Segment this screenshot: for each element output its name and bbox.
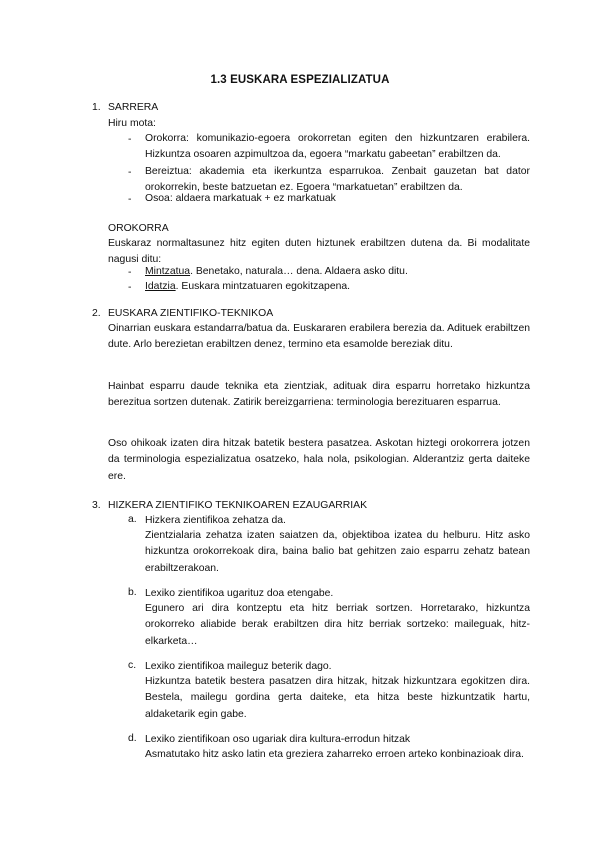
bullet-dash: - xyxy=(128,134,132,145)
item-letter: d. xyxy=(128,733,137,744)
item-title: Lexiko zientifikoa maileguz beterik dago. xyxy=(145,661,332,672)
paragraph: Oso ohikoak izaten dira hitzak batetik bestera pasatzea. Askotan hiztegi orokorrera jotzen da terminologia espezializatua osatzeko, hala nola, psikologian. Alderantziz gerta daiteke ere. xyxy=(108,438,530,482)
section-heading: EUSKARA ZIENTIFIKO-TEKNIKOA xyxy=(108,308,274,319)
bullet-dash: - xyxy=(128,194,132,205)
list-item: Idatzia. Euskara mintzatuaren egokitzapena. xyxy=(145,281,351,292)
bullet-dash: - xyxy=(128,267,132,278)
section-intro: Hiru mota: xyxy=(108,118,156,129)
term: Mintzatua xyxy=(145,266,191,277)
item-letter: a. xyxy=(128,514,137,525)
item-letter: c. xyxy=(128,660,137,671)
section-number: 2. xyxy=(92,308,101,319)
section-heading: HIZKERA ZIENTIFIKO TEKNIKOAREN EZAUGARRIAK xyxy=(108,500,368,511)
paragraph: Zientzialaria zehatza izaten saiatzen da, objektiboa izatea du helburu. Hitz asko hizkuntza orokorrekoak dira, baina balio bat gehitzen zaio esparru zehatz batean erabiltzerakoan. xyxy=(145,530,530,574)
item-title: Lexiko zientifikoa ugarituz doa etengabe. xyxy=(145,588,334,599)
bullet-dash: - xyxy=(128,282,132,293)
bullet-dash: - xyxy=(128,167,132,178)
list-item: Orokorra: komunikazio-egoera orokorretan egiten den hizkuntzaren erabilera. Hizkuntza osoaren azpimultzoa da, egoera “markatu gabeetan” erabiltzen da. xyxy=(145,133,530,161)
list-item: Mintzatua. Benetako, naturala… dena. Aldaera asko ditu. xyxy=(145,266,408,277)
page-title: 1.3 EUSKARA ESPEZIALIZATUA xyxy=(210,74,390,86)
paragraph: Hainbat esparru daude teknika eta zientziak, adituak dira esparru horretako hizkuntza berezitua sortzen dutenak. Zatirik bereizgarriena: terminologia berezituaren esparrua. xyxy=(108,381,530,409)
section-number: 1. xyxy=(92,102,101,113)
sub-heading: OROKORRA xyxy=(108,223,169,234)
section-heading: SARRERA xyxy=(108,102,159,113)
list-item: Bereiztua: akademia eta ikerkuntza esparrukoa. Zenbait gauzetan bat dator orokorrekin, beste batzuetan ez. Egoera “markatuetan” erabiltzen da. xyxy=(145,166,530,194)
section-number: 3. xyxy=(92,500,101,511)
item-letter: b. xyxy=(128,587,137,598)
paragraph: Egunero ari dira kontzeptu eta hitz berriak sortzen. Horretarako, hizkuntza orokorreko aliabide berak erabiltzen dira hitz berriak sortzeko: maileguak, hitz-elkarketa… xyxy=(145,603,530,647)
paragraph: Oinarrian euskara estandarra/batua da. Euskararen erabilera berezia da. Adituek erabiltzen dute. Arlo berezietan erabiltzen denez, termino eta esamolde bereziak ditu. xyxy=(108,323,530,351)
item-title: Hizkera zientifikoa zehatza da. xyxy=(145,515,286,526)
item-title: Lexiko zientifikoan oso ugariak dira kultura-errodun hitzak xyxy=(145,734,411,745)
list-item: Osoa: aldaera markatuak + ez markatuak xyxy=(145,193,336,204)
term: Idatzia xyxy=(145,281,176,292)
paragraph: Asmatutako hitz asko latin eta greziera zaharreko erroen arteko konbinazioak dira. xyxy=(145,749,524,760)
paragraph: Hizkuntza batetik bestera pasatzen dira hitzak, hitzak hizkuntzara egokitzen dira. Bestela, mailegu gordina gerta daiteke, eta hitza beste hizkuntzatik hartu, aldaketarik egin gabe. xyxy=(145,676,530,720)
paragraph: Euskaraz normaltasunez hitz egiten duten hiztunek erabiltzen dutena da. Bi modalitate nagusi ditu: xyxy=(108,238,530,266)
